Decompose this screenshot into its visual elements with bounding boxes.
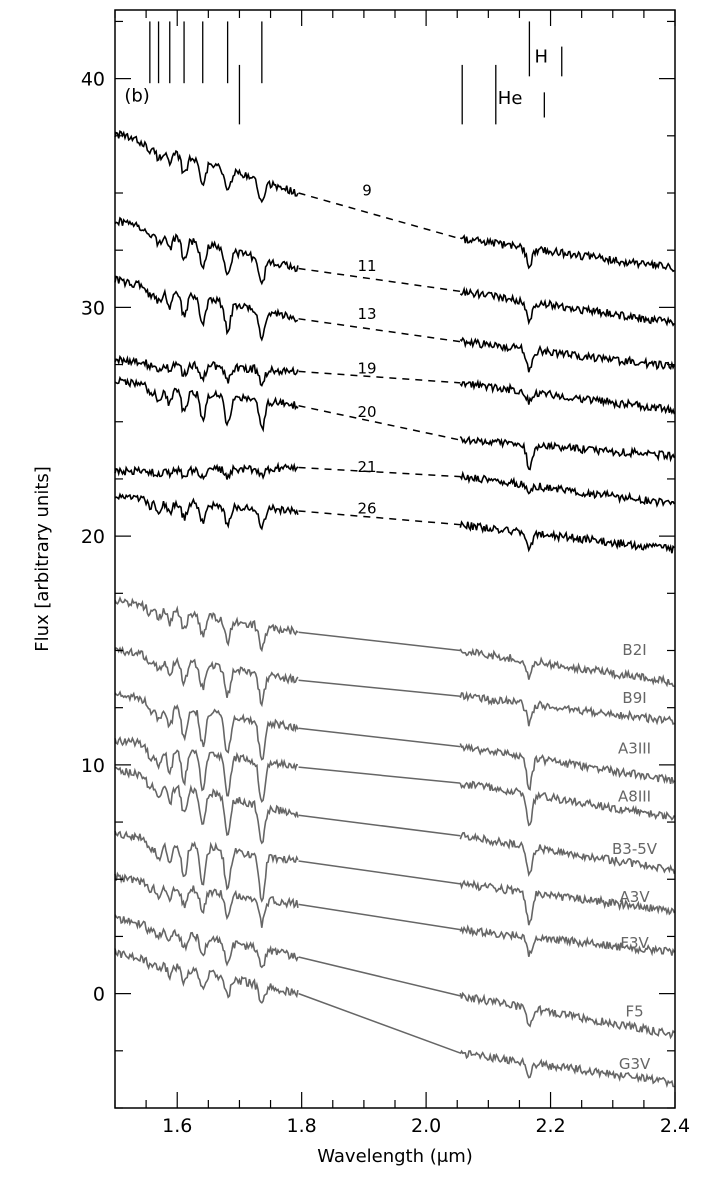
gap-connector (299, 904, 461, 929)
spectrum-k-band (460, 522, 674, 553)
series-A3V (115, 831, 674, 925)
spectrum-k-band (460, 381, 674, 414)
series-A8III (115, 738, 674, 825)
series-F5 (115, 915, 674, 1038)
series-label: F3V (620, 933, 649, 952)
series-13 (115, 277, 674, 373)
gap-connector (299, 632, 461, 650)
spectrum-k-band (460, 473, 674, 505)
series-19 (115, 357, 674, 414)
x-tick-label: 2.2 (535, 1115, 566, 1137)
series-label: F5 (625, 1002, 644, 1021)
spectrum-h-band (115, 357, 298, 386)
y-tick-label: 20 (80, 526, 105, 549)
gap-connector (299, 406, 461, 440)
series-label: 9 (362, 181, 372, 200)
x-axis-label: Wavelength (μm) (317, 1146, 473, 1167)
series-label: B9I (622, 689, 647, 708)
series-label: 11 (357, 256, 377, 275)
y-tick-label: 40 (80, 68, 105, 91)
line-marker-layer (150, 21, 562, 124)
series-label: 21 (357, 458, 377, 477)
series-21 (115, 458, 674, 505)
gap-connector (299, 193, 461, 239)
gap-connector (299, 861, 461, 884)
spectrum-h-band (115, 218, 298, 283)
panel-label: (b) (124, 85, 150, 107)
gap-connector (299, 994, 461, 1053)
spectrum-h-band (115, 768, 298, 844)
gap-connector (299, 371, 461, 382)
series-20 (115, 378, 674, 470)
gap-connector (299, 468, 461, 477)
gap-connector (299, 319, 461, 342)
spectrum-h-band (115, 949, 298, 1003)
x-tick-label: 1.6 (162, 1115, 193, 1137)
gap-connector (299, 268, 461, 291)
series-B9I (115, 648, 674, 726)
spectrum-h-band (115, 648, 298, 705)
spectrum-h-band (115, 692, 298, 759)
series-layer (115, 131, 674, 1086)
series-label: A3V (619, 888, 650, 907)
x-tick-label: 2.0 (411, 1115, 442, 1137)
spectrum-k-band (460, 289, 674, 325)
series-G3V (115, 949, 674, 1087)
spectrum-h-band (115, 738, 298, 802)
series-9 (115, 131, 674, 271)
series-label: 20 (357, 403, 377, 422)
spectrum-k-band (460, 236, 674, 271)
spectrum-h-band (115, 277, 298, 340)
y-tick-label: 0 (92, 983, 105, 1006)
series-label: 13 (357, 304, 377, 323)
gap-connector (299, 815, 461, 836)
spectrum-h-band (115, 465, 298, 480)
spectrum-k-band (460, 437, 674, 470)
series-label: A8III (618, 787, 652, 806)
series-label: B2I (622, 641, 647, 660)
gap-connector (299, 767, 461, 783)
series-26 (115, 495, 674, 554)
series-label: B3-5V (612, 840, 658, 859)
y-tick-label: 10 (80, 754, 105, 777)
x-tick-label: 2.4 (659, 1115, 691, 1137)
spectrum-h-band (115, 598, 298, 650)
series-label: G3V (618, 1055, 651, 1074)
spectrum-h-band (115, 131, 298, 201)
gap-connector (299, 680, 461, 696)
gap-connector (299, 957, 461, 996)
series-label: A3III (618, 739, 652, 758)
series-label: 19 (357, 359, 377, 378)
series-A3III (115, 692, 674, 789)
spectrum-k-band (460, 338, 674, 372)
line-marker-label: He (497, 87, 523, 109)
gap-connector (299, 728, 461, 746)
spectrum-h-band (115, 495, 298, 529)
y-tick-label: 30 (80, 297, 105, 320)
gap-connector (299, 511, 461, 525)
y-axis-label: Flux [arbitrary units] (32, 466, 53, 652)
spectrum-h-band (115, 831, 298, 901)
series-label: 26 (357, 499, 377, 518)
spectrum-h-band (115, 378, 298, 430)
spectrum-h-band (115, 874, 298, 928)
x-tick-label: 1.8 (286, 1115, 317, 1137)
line-marker-label: H (534, 46, 548, 68)
